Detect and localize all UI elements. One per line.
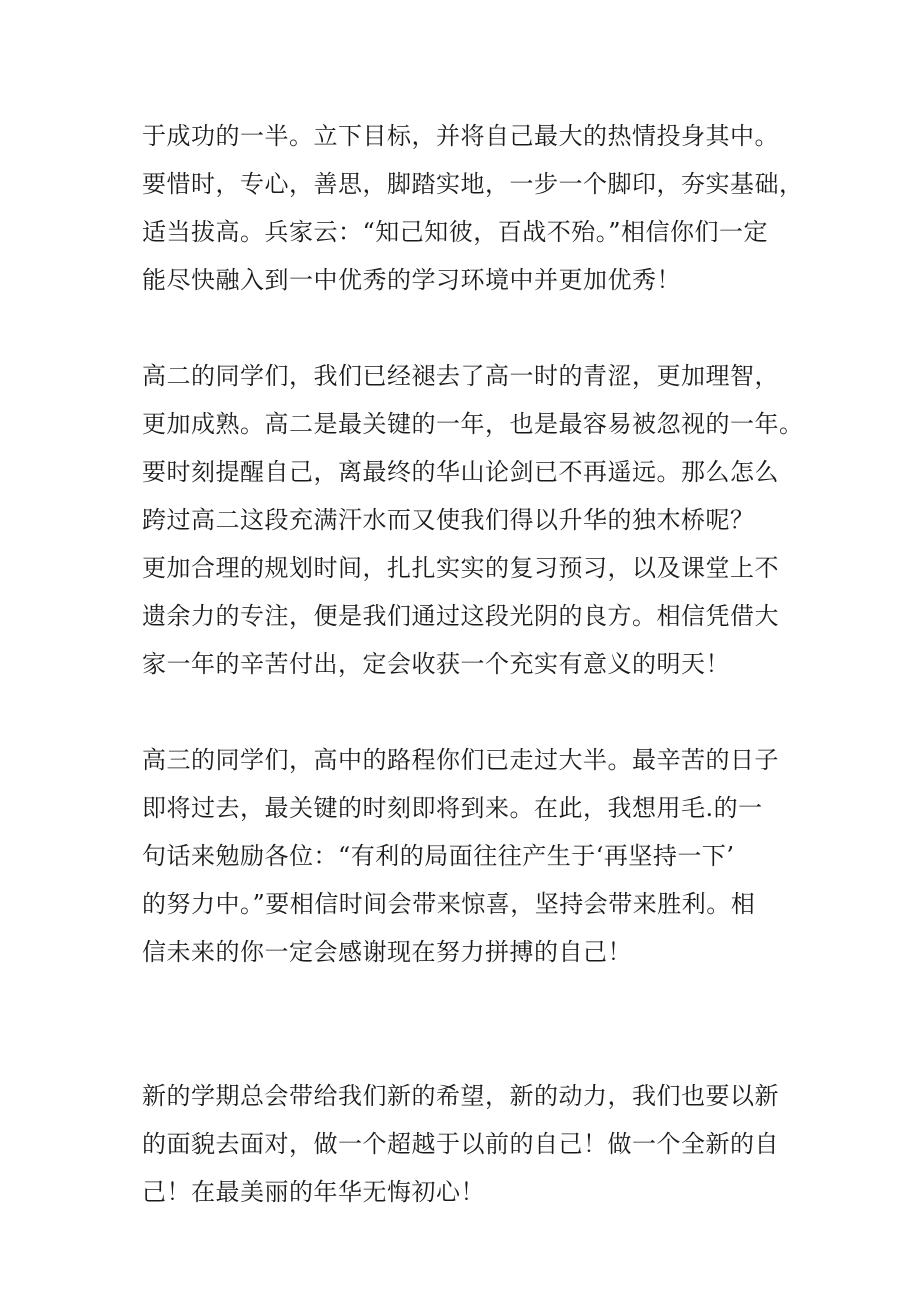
paragraph-4 (142, 1072, 822, 1216)
text-line: 要时刻提醒自己，离最终的华山论剑已不再遥远。那么怎么 (142, 458, 779, 486)
text-line: 新的学期总会带给我们新的希望，新的动力，我们也要以新 (142, 1082, 779, 1110)
text-line: 更加成熟。高二是最关键的一年，也是最容易被忽视的一年。 (142, 410, 804, 438)
paragraph-2 (142, 352, 822, 688)
paragraph-3 (142, 736, 822, 976)
text-line: 能尽快融入到一中优秀的学习环境中并更加优秀！ (142, 266, 681, 294)
text-line: 高三的同学们，高中的路程你们已走过大半。最辛苦的日子 (142, 746, 779, 774)
text-line: 于成功的一半。立下目标，并将自己最大的热情投身其中。 (142, 122, 779, 150)
text-line: 即将过去，最关键的时刻即将到来。在此，我想用毛.的一 (142, 794, 763, 822)
paragraph-1 (142, 112, 822, 304)
text-line: 要惜时，专心，善思，脚踏实地，一步一个脚印，夯实基础， (142, 170, 804, 198)
text-line: 的面貌去面对，做一个超越于以前的自己！做一个全新的自 (142, 1130, 779, 1158)
text-line: 句话来勉励各位：“有利的局面往往产生于‘再坚持一下’ (142, 842, 735, 870)
text-line: 己！在最美丽的年华无悔初心！ (142, 1178, 485, 1206)
text-line: 家一年的辛苦付出，定会收获一个充实有意义的明天！ (142, 650, 730, 678)
text-line: 适当拔高。兵家云：“知己知彼，百战不殆。”相信你们一定 (142, 218, 769, 246)
text-line: 高二的同学们，我们已经褪去了高一时的青涩，更加理智， (142, 362, 779, 390)
text-line: 更加合理的规划时间，扎扎实实的复习预习，以及课堂上不 (142, 554, 779, 582)
text-line: 信未来的你一定会感谢现在努力拼搏的自己！ (142, 938, 632, 966)
text-line: 的努力中。”要相信时间会带来惊喜，坚持会带来胜利。相 (142, 890, 756, 918)
text-line: 遗余力的专注，便是我们通过这段光阴的良方。相信凭借大 (142, 602, 779, 630)
text-line: 跨过高二这段充满汗水而又使我们得以升华的独木桥呢？ (142, 506, 755, 534)
